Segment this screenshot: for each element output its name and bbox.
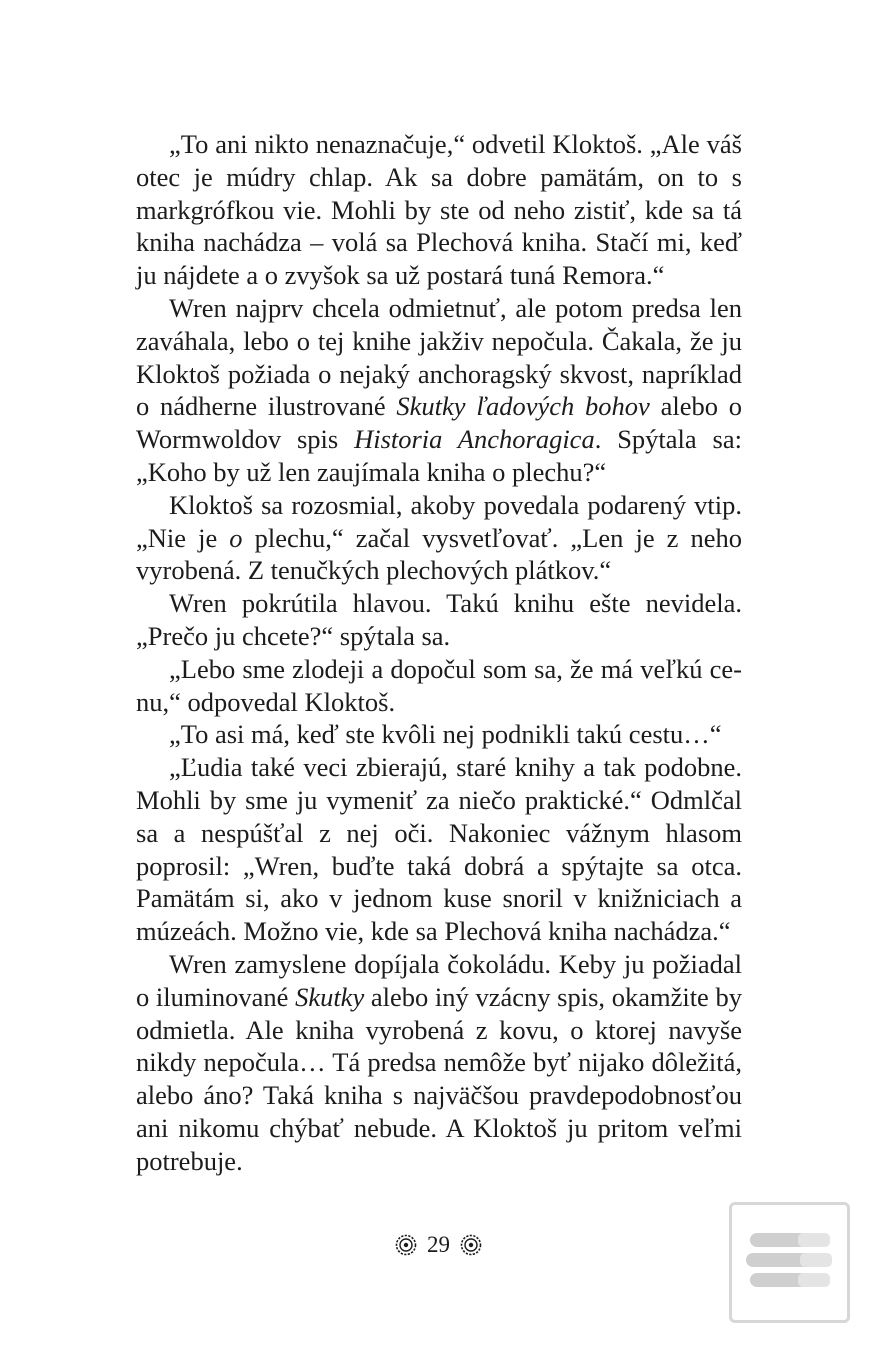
paragraph [136,489,742,587]
paragraph [136,587,742,653]
body-text [136,128,742,1178]
book-stack-icon[interactable] [729,1202,850,1323]
sun-ornament-icon [395,1234,417,1256]
text-run: „Ľudia také veci zbierajú, staré knihy a tak podobne. Mohli by sme ju vymeniť za niečo praktické.“ Odmlčal sa a nespúšťal z nej oči. Nakoniec vážnym hlasom poprosil: „Wren, buďte taká dobrá a spýtajte sa otca. Pamätám si, ako v jednom kuse snoril v knižniciach a múzeách. Možno vie, kde sa Plechová kniha nachádza.“ [136,752,742,947]
italic-title: Historia Anchoragica [354,424,595,455]
text-run: „Lebo sme zlodeji a dopočul som sa, že má veľkú cenu,“ odpovedal Kloktoš. [136,653,742,717]
text-run: Wren najprv chcela odmietnuť, ale potom predsa len zaváhala, lebo o tej knihe jakživ nepočula. Čakala, že ju Kloktoš požiada o nejaký anchoragský skvost, napríklad o nádherne ilustrované [136,292,742,422]
italic-title: o [229,522,243,553]
text-run: alebo iný vzácny spis, okamžite by odmietla. Ale kniha vyrobená z kovu, o ktorej navyše nikdy nepočula… Tá predsa nemôže byť nijako dôležitá, alebo áno? Taká kniha s najväčšou pravdepodobnosťou ani nikomu chýbať nebude. A Kloktoš ju pritom veľmi potrebuje. [136,981,742,1176]
text-run: alebo o Wormwoldov spis [136,391,742,455]
italic-title: Skutky ľadových bohov [396,391,650,422]
sun-ornament-icon [460,1234,482,1256]
paragraph [136,751,742,948]
paragraph [136,128,742,292]
text-run: „To asi má, keď ste kvôli nej podnikli takú cestu…“ [169,719,722,750]
paragraph [136,948,742,1178]
paragraph [136,718,742,751]
text-run: plechu,“ začal vysvetľovať. „Len je z neho vyrobená. Z tenučkých plechových plátkov.“ [136,522,742,586]
text-run: Kloktoš sa rozosmial, akoby povedala podarený vtip. „Nie je [136,489,742,553]
text-run: . Spýtala sa: „Koho by už len zaujímala kniha o plechu?“ [136,424,742,487]
text-run: „To ani nikto nenaznačuje,“ odvetil Kloktoš. „Ale váš otec je múdry chlap. Ak sa dobre pamätám, on to s markgrófkou vie. Mohli by ste od neho zistiť, kde sa tá kniha nachádza – volá sa Plechová kniha. Stačí mi, keď ju nájdete a o zvyšok sa už postará tuná Remora.“ [136,129,742,291]
paragraph [136,653,742,719]
page-number: 29 [427,1232,450,1257]
text-run: Wren pokrútila hlavou. Takú knihu ešte nevidela. „Prečo ju chcete?“ spýtala sa. [136,588,742,651]
paragraph [136,292,742,489]
italic-title: Skutky [295,981,365,1012]
text-run: Wren zamyslene dopíjala čokoládu. Keby ju požiadal o iluminované [136,948,742,1012]
